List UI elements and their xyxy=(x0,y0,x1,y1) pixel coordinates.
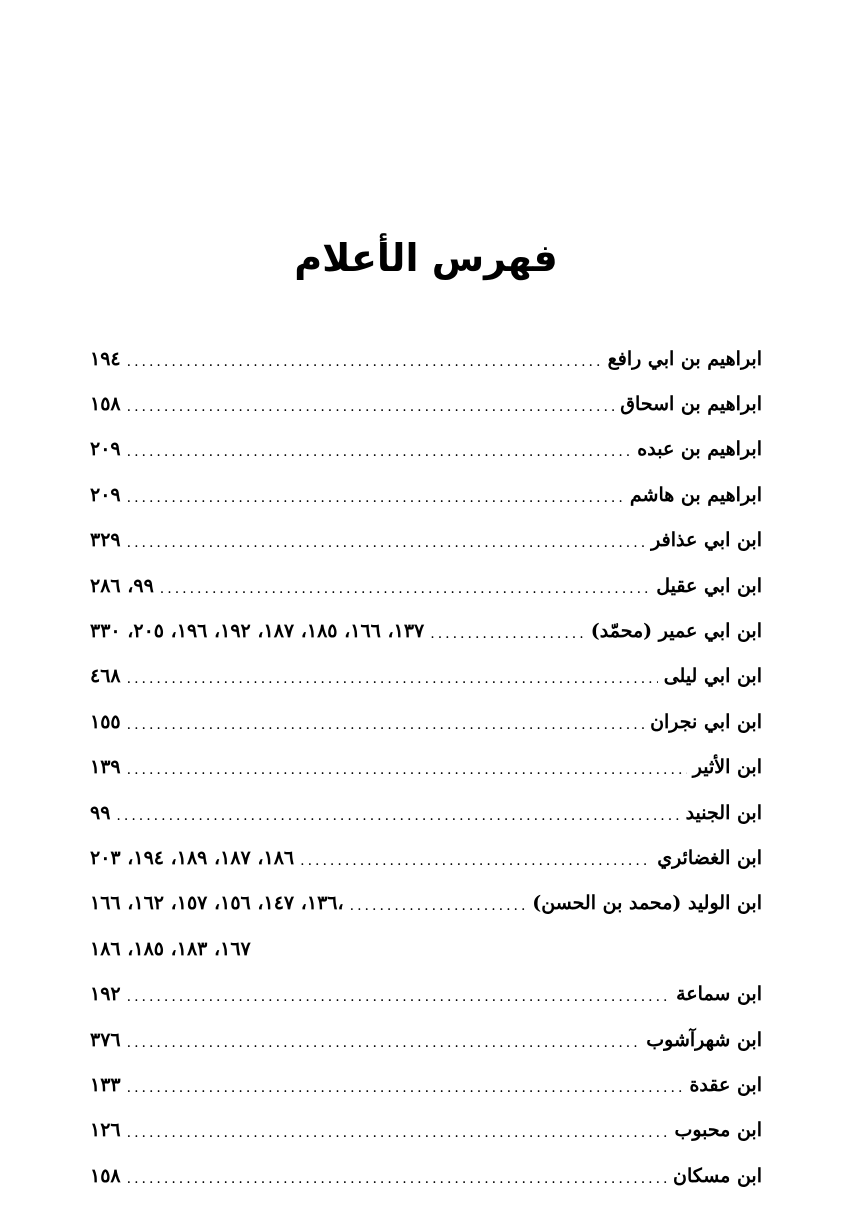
index-entry xyxy=(90,608,762,653)
dot-leader xyxy=(430,621,585,641)
entry-name: ابن ابي عذافر xyxy=(651,529,762,552)
entry-pages: ٩٩ xyxy=(90,801,111,824)
index-entry xyxy=(90,1017,762,1062)
entry-name: ابن الجنيد xyxy=(685,801,762,824)
entry-pages: ١٣٩ xyxy=(90,756,121,779)
names-index-list xyxy=(90,336,762,1198)
dot-leader xyxy=(127,757,687,777)
index-entry xyxy=(90,472,762,517)
page-title: فهرس الأعلام xyxy=(294,236,558,280)
dot-leader xyxy=(300,848,651,868)
entry-name: ابن ابي نجران xyxy=(650,710,762,733)
entry-pages: ٣٧٦ xyxy=(90,1028,121,1051)
index-entry xyxy=(90,563,762,608)
index-entry xyxy=(90,971,762,1016)
dot-leader xyxy=(127,984,671,1004)
entry-pages: ١٦٧، ١٨٣، ١٨٥، ١٨٦ xyxy=(90,937,251,960)
entry-name: ابن ابي ليلى xyxy=(663,665,762,688)
entry-name: ابراهيم بن اسحاق xyxy=(620,393,762,416)
index-entry xyxy=(90,427,762,472)
index-entry xyxy=(90,518,762,563)
index-entry xyxy=(90,1062,762,1107)
entry-name: ابن شهرآشوب xyxy=(646,1028,762,1051)
entry-pages: ١٣٧، ١٦٦، ١٨٥، ١٨٧، ١٩٢، ١٩٦، ٢٠٥، ٣٣٠ xyxy=(90,620,425,643)
entry-pages: ١٣٣ xyxy=(90,1073,121,1096)
dot-leader xyxy=(127,485,624,505)
index-entry xyxy=(90,835,762,880)
entry-name: ابن عقدة xyxy=(689,1073,762,1096)
index-entry xyxy=(90,790,762,835)
dot-leader xyxy=(350,893,527,913)
entry-pages: ٤٦٨ xyxy=(90,665,121,688)
entry-name: ابراهيم بن عبده xyxy=(637,438,762,461)
index-entry-continuation xyxy=(90,926,762,971)
index-entry xyxy=(90,1108,762,1153)
dot-leader xyxy=(127,349,602,369)
entry-name: ابن الأثير xyxy=(692,756,762,779)
entry-name: ابن ابي عقيل xyxy=(656,574,762,597)
entry-name: ابراهيم بن ابي رافع xyxy=(607,347,762,370)
entry-pages: ١٨٦، ١٨٧، ١٨٩، ١٩٤، ٢٠٣ xyxy=(90,846,295,869)
dot-leader xyxy=(160,576,650,596)
dot-leader xyxy=(127,712,644,732)
entry-name: ابن محبوب xyxy=(674,1119,762,1142)
entry-pages: ٩٩، ٢٨٦ xyxy=(90,574,154,597)
index-entry xyxy=(90,336,762,381)
entry-pages: ١٥٨ xyxy=(90,1164,121,1187)
dot-leader xyxy=(127,666,658,686)
index-entry xyxy=(90,881,762,926)
entry-pages: ١٢٦ xyxy=(90,1119,121,1142)
entry-name: ابن ابي عمير (محمّد) xyxy=(590,620,762,643)
index-entry xyxy=(90,1153,762,1198)
entry-pages: ٣٢٩ xyxy=(90,529,121,552)
entry-pages: ٢٠٩ xyxy=(90,438,121,461)
dot-leader xyxy=(127,439,632,459)
entry-name: ابن سماعة xyxy=(676,983,762,1006)
entry-name: ابراهيم بن هاشم xyxy=(629,483,762,506)
entry-pages: ١٩٢ xyxy=(90,983,121,1006)
dot-leader xyxy=(127,1030,641,1050)
entry-name: ابن مسكان xyxy=(672,1164,762,1187)
entry-pages: ١٥٥ xyxy=(90,710,121,733)
index-entry xyxy=(90,381,762,426)
entry-pages: ١٩٤ xyxy=(90,347,121,370)
dot-leader xyxy=(127,1075,684,1095)
dot-leader xyxy=(116,803,679,823)
entry-name: ابن الغضائري xyxy=(657,846,762,869)
entry-pages: ٢٠٩ xyxy=(90,483,121,506)
index-entry xyxy=(90,699,762,744)
entry-name: ابن الوليد (محمد بن الحسن) xyxy=(532,892,762,915)
dot-leader xyxy=(127,530,646,550)
entry-pages: ١٣٦، ١٤٧، ١٥٦، ١٥٧، ١٦٢، ١٦٦، xyxy=(90,892,344,915)
dot-leader xyxy=(127,1120,669,1140)
index-entry xyxy=(90,745,762,790)
dot-leader xyxy=(127,394,615,414)
index-entry xyxy=(90,654,762,699)
entry-pages: ١٥٨ xyxy=(90,393,121,416)
dot-leader xyxy=(127,1166,667,1186)
